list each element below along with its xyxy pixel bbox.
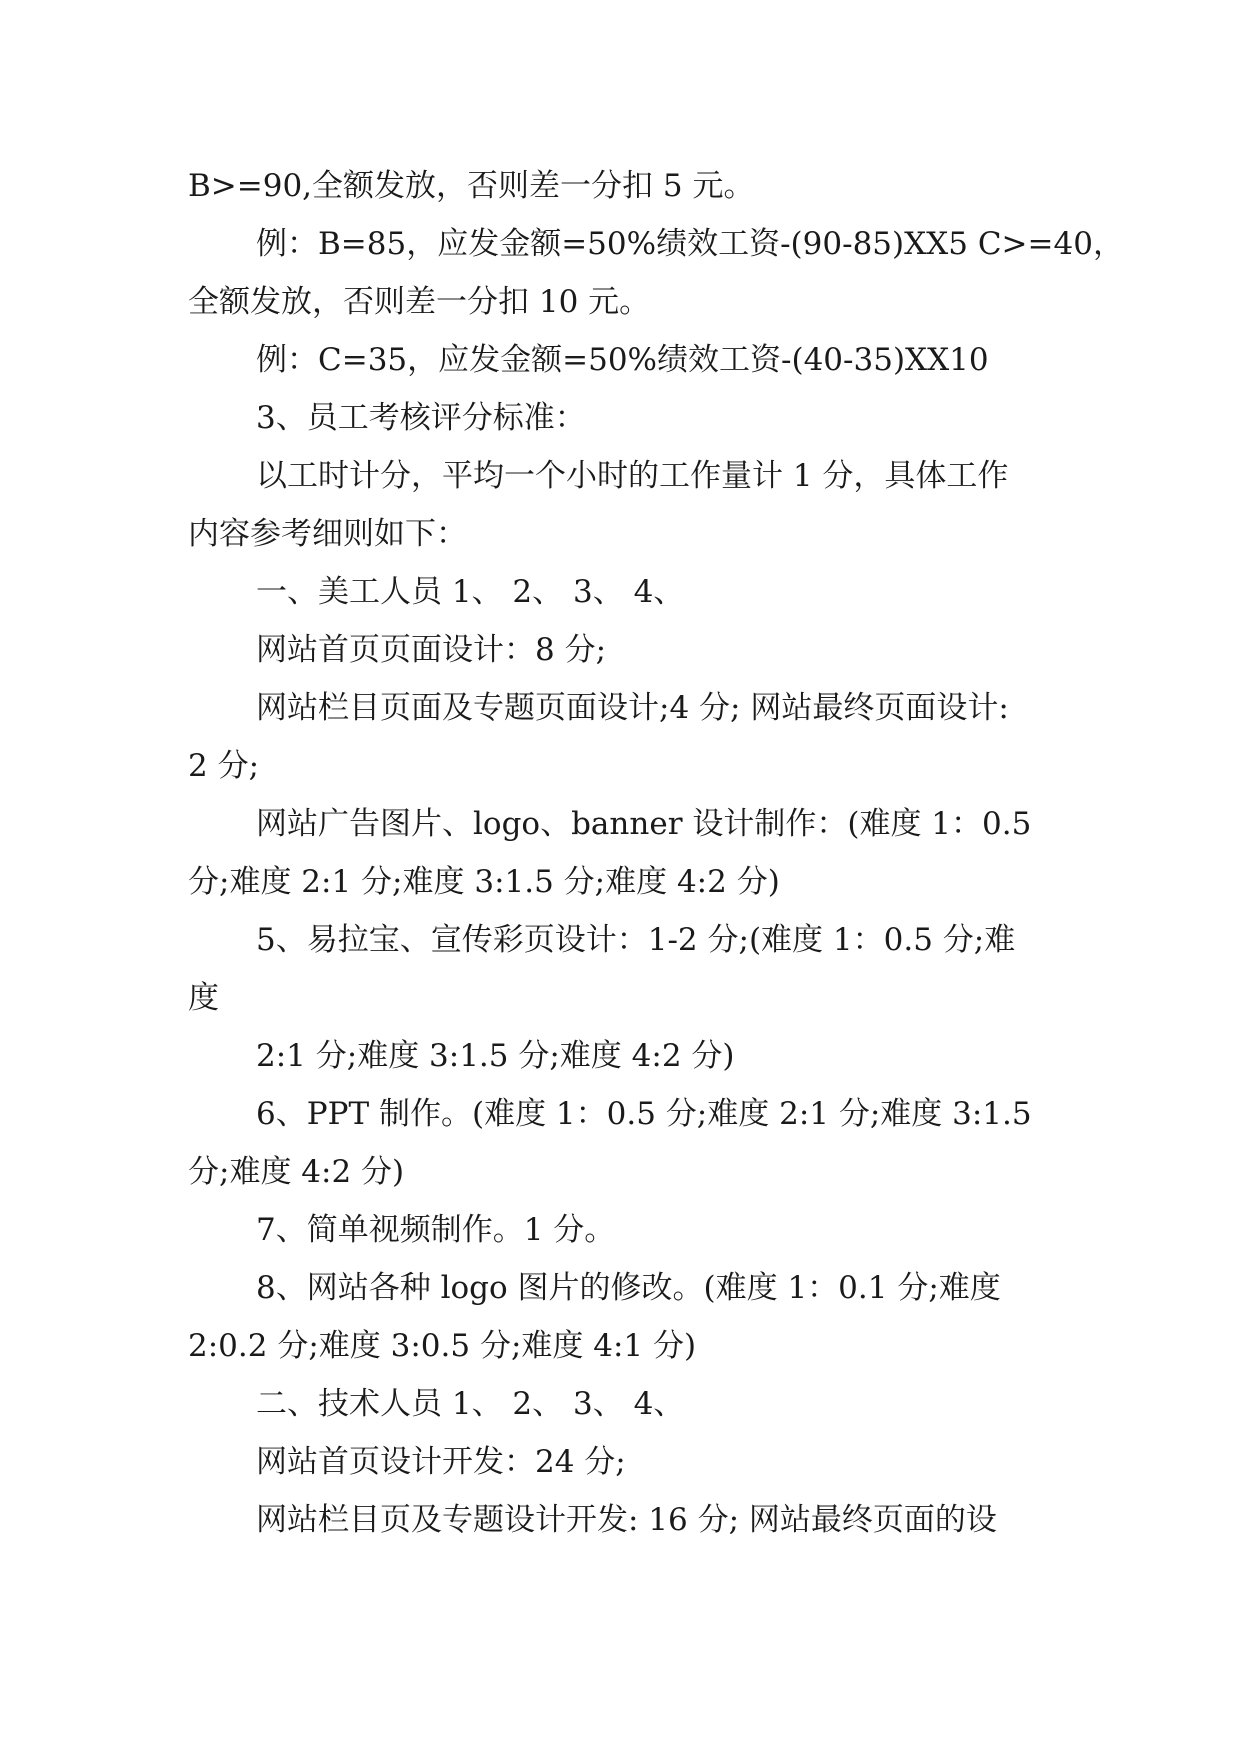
text-line: 网站栏目页面及专题页面设计;4 分; 网站最终页面设计: — [256, 690, 1009, 726]
section-heading: 3、员工考核评分标准： — [256, 400, 586, 436]
text-line: 7、简单视频制作。1 分。 — [256, 1212, 616, 1248]
text-line: 2:1 分;难度 3:1.5 分;难度 4:2 分) — [256, 1038, 735, 1074]
text-line: 分;难度 4:2 分) — [188, 1154, 405, 1190]
text-line: 度 — [188, 980, 219, 1016]
text-line: 网站广告图片、logo、banner 设计制作：(难度 1：0.5 — [256, 806, 1032, 842]
text-line: 网站首页页面设计：8 分; — [256, 632, 607, 668]
text-line: 5、易拉宝、宣传彩页设计：1-2 分;(难度 1：0.5 分;难 — [256, 922, 1016, 958]
text-line: 例：B=85，应发金额=50%绩效工资-(90-85)XX5 C>=40， — [256, 226, 1124, 262]
text-line: 全额发放，否则差一分扣 10 元。 — [188, 284, 651, 320]
text-line: 2 分; — [188, 748, 260, 784]
section-heading: 一、美工人员 1、 2、 3、 4、 — [256, 574, 685, 610]
text-line: 以工时计分，平均一个小时的工作量计 1 分，具体工作 — [256, 458, 1009, 494]
text-line: 2:0.2 分;难度 3:0.5 分;难度 4:1 分) — [188, 1328, 697, 1364]
section-heading: 二、技术人员 1、 2、 3、 4、 — [256, 1386, 685, 1422]
text-line: 例：C=35，应发金额=50%绩效工资-(40-35)XX10 — [256, 342, 989, 378]
text-line: 内容参考细则如下： — [188, 516, 467, 552]
text-line: 网站栏目页及专题设计开发: 16 分; 网站最终页面的设 — [256, 1502, 997, 1538]
text-line: 网站首页设计开发：24 分; — [256, 1444, 626, 1480]
text-line: 分;难度 2:1 分;难度 3:1.5 分;难度 4:2 分) — [188, 864, 780, 900]
text-line: 8、网站各种 logo 图片的修改。(难度 1：0.1 分;难度 — [256, 1270, 1001, 1306]
text-line: B>=90,全额发放，否则差一分扣 5 元。 — [188, 168, 755, 204]
text-line: 6、PPT 制作。(难度 1：0.5 分;难度 2:1 分;难度 3:1.5 — [256, 1096, 1032, 1132]
